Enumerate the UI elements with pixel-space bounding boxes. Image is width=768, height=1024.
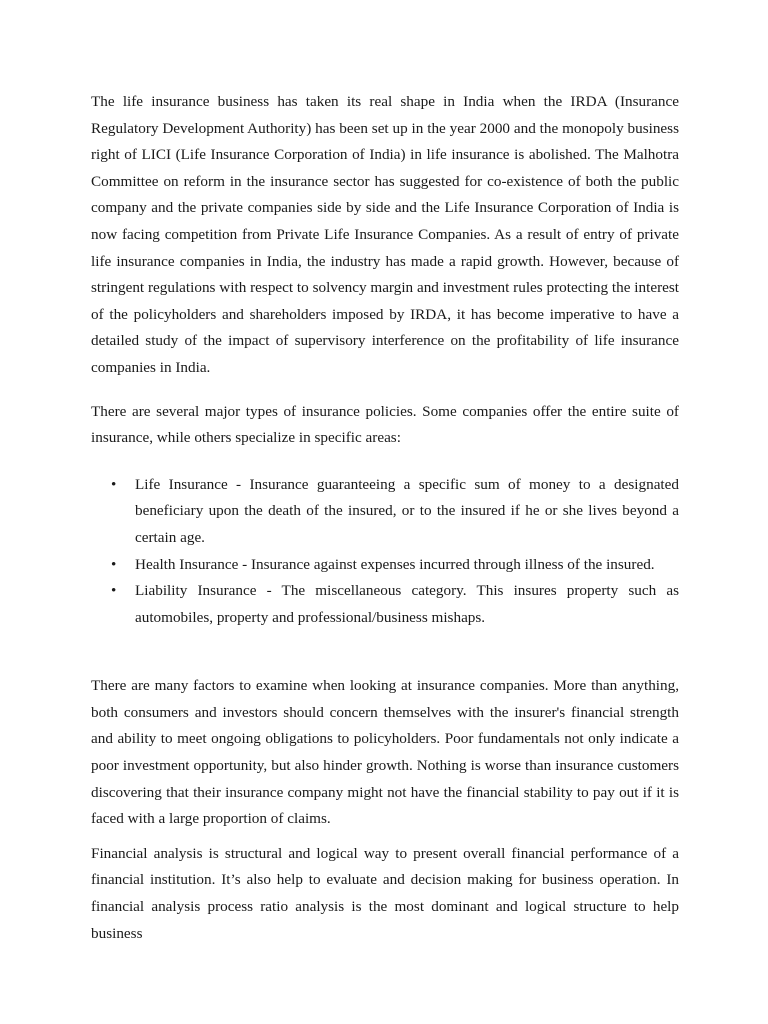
list-item bbox=[91, 472, 679, 552]
list-item bbox=[91, 552, 679, 579]
document-page bbox=[91, 89, 679, 947]
bullet-icon: • bbox=[111, 555, 117, 573]
list-item-text: Liability Insurance - The miscellaneous category. This insures property such as automobiles, property and professional/business mishaps. bbox=[135, 582, 679, 626]
paragraph-policy-types-intro: There are several major types of insurance policies. Some companies offer the entire suite of insurance, while others specialize in specific areas: bbox=[91, 402, 679, 447]
list-item-text: Health Insurance - Insurance against expenses incurred through illness of the insured. bbox=[135, 555, 655, 573]
section-spacer bbox=[91, 631, 679, 673]
paragraph-factors: There are many factors to examine when looking at insurance companies. More than anything, both consumers and investors should concern themselves with the insurer's financial strength and ability to meet ongoing obligations to policyholders. Poor fundamentals not only indicate a poor investment opportunity, but also hinder growth. Nothing is worse than insurance customers discovering that their insurance company might not have the financial stability to pay out if it is faced with a large proportion of claims. bbox=[91, 677, 679, 828]
insurance-types-list bbox=[91, 472, 679, 632]
list-item bbox=[91, 578, 679, 631]
bullet-icon: • bbox=[111, 582, 117, 600]
list-item-text: Life Insurance - Insurance guaranteeing a specific sum of money to a designated beneficiary upon the death of the insured, or to the insured if he or she lives beyond a certain age. bbox=[135, 475, 679, 546]
paragraph-financial-analysis: Financial analysis is structural and logical way to present overall financial performance of a financial institution. It’s also help to evaluate and decision making for business operation. In financial analysis process ratio analysis is the most dominant and logical structure to help business bbox=[91, 844, 679, 942]
bullet-icon: • bbox=[111, 475, 117, 493]
paragraph-irda-history: The life insurance business has taken its real shape in India when the IRDA (Insurance Regulatory Development Authority) has been set up in the year 2000 and the monopoly business right of LICI (Life Insurance Corporation of India) in life insurance is abolished. The Malhotra Committee on reform in the insurance sector has suggested for co-existence of both the public company and the private companies side by side and the Life Insurance Corporation of India is now facing competition from Private Life Insurance Companies. As a result of entry of private life insurance companies in India, the industry has made a rapid growth. However, because of stringent regulations with respect to solvency margin and investment rules protecting the interest of the policyholders and shareholders imposed by IRDA, it has become imperative to have a detailed study of the impact of supervisory interference on the profitability of life insurance companies in India. bbox=[91, 93, 679, 376]
